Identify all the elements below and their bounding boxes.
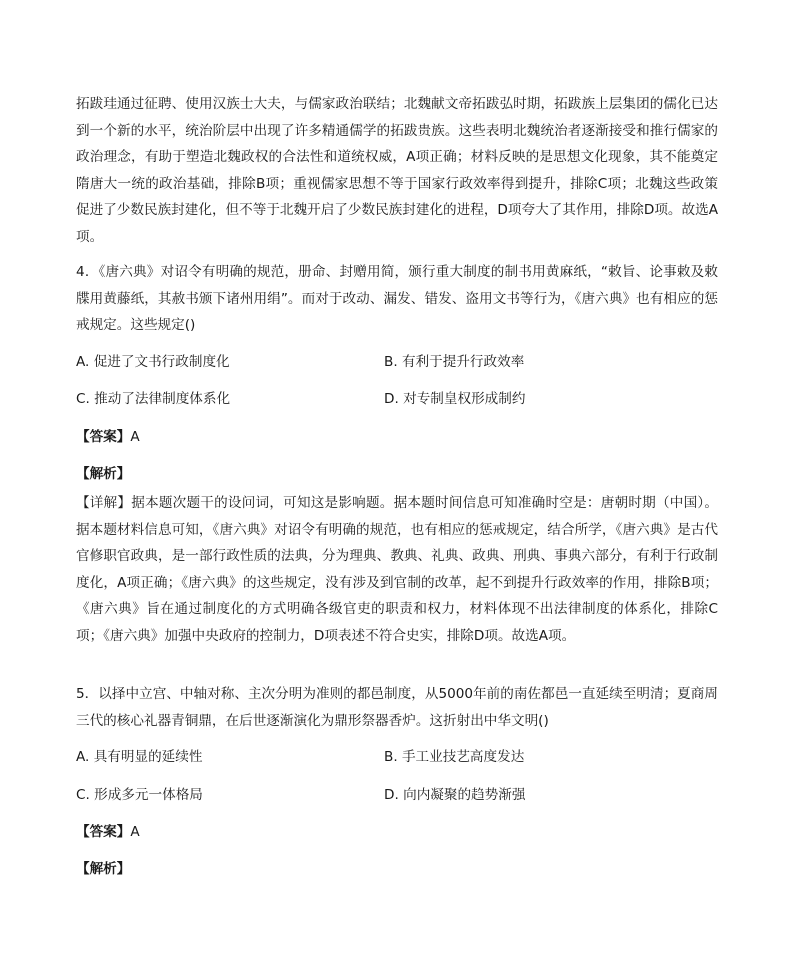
- q4-option-b: B. 有利于提升行政效率: [384, 354, 525, 370]
- q5-option-d: D. 向内凝聚的趋势渐强: [384, 787, 526, 803]
- q4-option-c: C. 推动了法律制度体系化: [76, 391, 231, 407]
- q5-answer: [76, 822, 140, 842]
- q5-answer-value: A: [130, 824, 140, 840]
- q5-analysis-label: 【解析】: [76, 861, 131, 877]
- q4-option-a: A. 促进了文书行政制度化: [76, 354, 230, 370]
- q5-answer-label: 【答案】: [76, 824, 131, 840]
- q4-answer: [76, 427, 140, 447]
- q3-analysis-continuation: 拓跋珪通过征聘、使用汉族士大夫，与儒家政治联结；北魏献文帝拓跋弘时期，拓跋族上层集团的儒化已达到一个新的水平，统治阶层中出现了许多精通儒学的拓跋贵族。这些表明北魏统治者逐渐接受和推行儒家的政治理念，有助于塑造北魏政权的合法性和道统权威，A项正确；材料反映的是思想文化现象，其不能奠定隋唐大一统的政治基础，排除B项；重视儒家思想不等于国家行政效率得到提升，排除C项；北魏这些政策促进了少数民族封建化，但不等于北魏开启了少数民族封建化的进程，D项夸大了其作用，排除D项。故选A项。: [76, 96, 718, 245]
- q4-option-d: D. 对专制皇权形成制约: [384, 391, 526, 407]
- q4-answer-value: A: [130, 429, 140, 445]
- q5-option-c: C. 形成多元一体格局: [76, 787, 203, 803]
- q5-option-a: A. 具有明显的延续性: [76, 749, 203, 765]
- q4-stem: 4．《唐六典》对诏令有明确的规范，册命、封赠用简，颁行重大制度的制书用黄麻纸，“敕旨、论事敕及敕牒用黄藤纸，其赦书颁下诸州用绢”。而对于改动、漏发、错发、盗用文书等行为，《唐六典》也有相应的惩戒规定。这些规定(): [76, 264, 718, 333]
- q5-option-b: B. 手工业技艺高度发达: [384, 749, 525, 765]
- q4-analysis-label: 【解析】: [76, 466, 131, 482]
- q4-answer-label: 【答案】: [76, 429, 131, 445]
- q5-stem: 5．以择中立宫、中轴对称、主次分明为准则的都邑制度，从5000年前的南佐都邑一直延续至明清；夏商周三代的核心礼器青铜鼎，在后世逐渐演化为鼎形祭器香炉。这折射出中华文明(): [76, 686, 718, 729]
- q4-analysis-body: 【详解】据本题次题干的设问词，可知这是影响题。据本题时间信息可知准确时空是：唐朝时期（中国）。据本题材料信息可知，《唐六典》对诏令有明确的规范，也有相应的惩戒规定，结合所学，《唐六典》是古代官修职官政典，是一部行政性质的法典，分为理典、教典、礼典、政典、刑典、事典六部分，有利于行政制度化，A项正确；《唐六典》的这些规定，没有涉及到官制的改革，起不到提升行政效率的作用，排除B项；《唐六典》旨在通过制度化的方式明确各级官吏的职责和权力，材料体现不出法律制度的体系化，排除C项；《唐六典》加强中央政府的控制力，D项表述不符合史实，排除D项。故选A项。: [76, 495, 718, 644]
